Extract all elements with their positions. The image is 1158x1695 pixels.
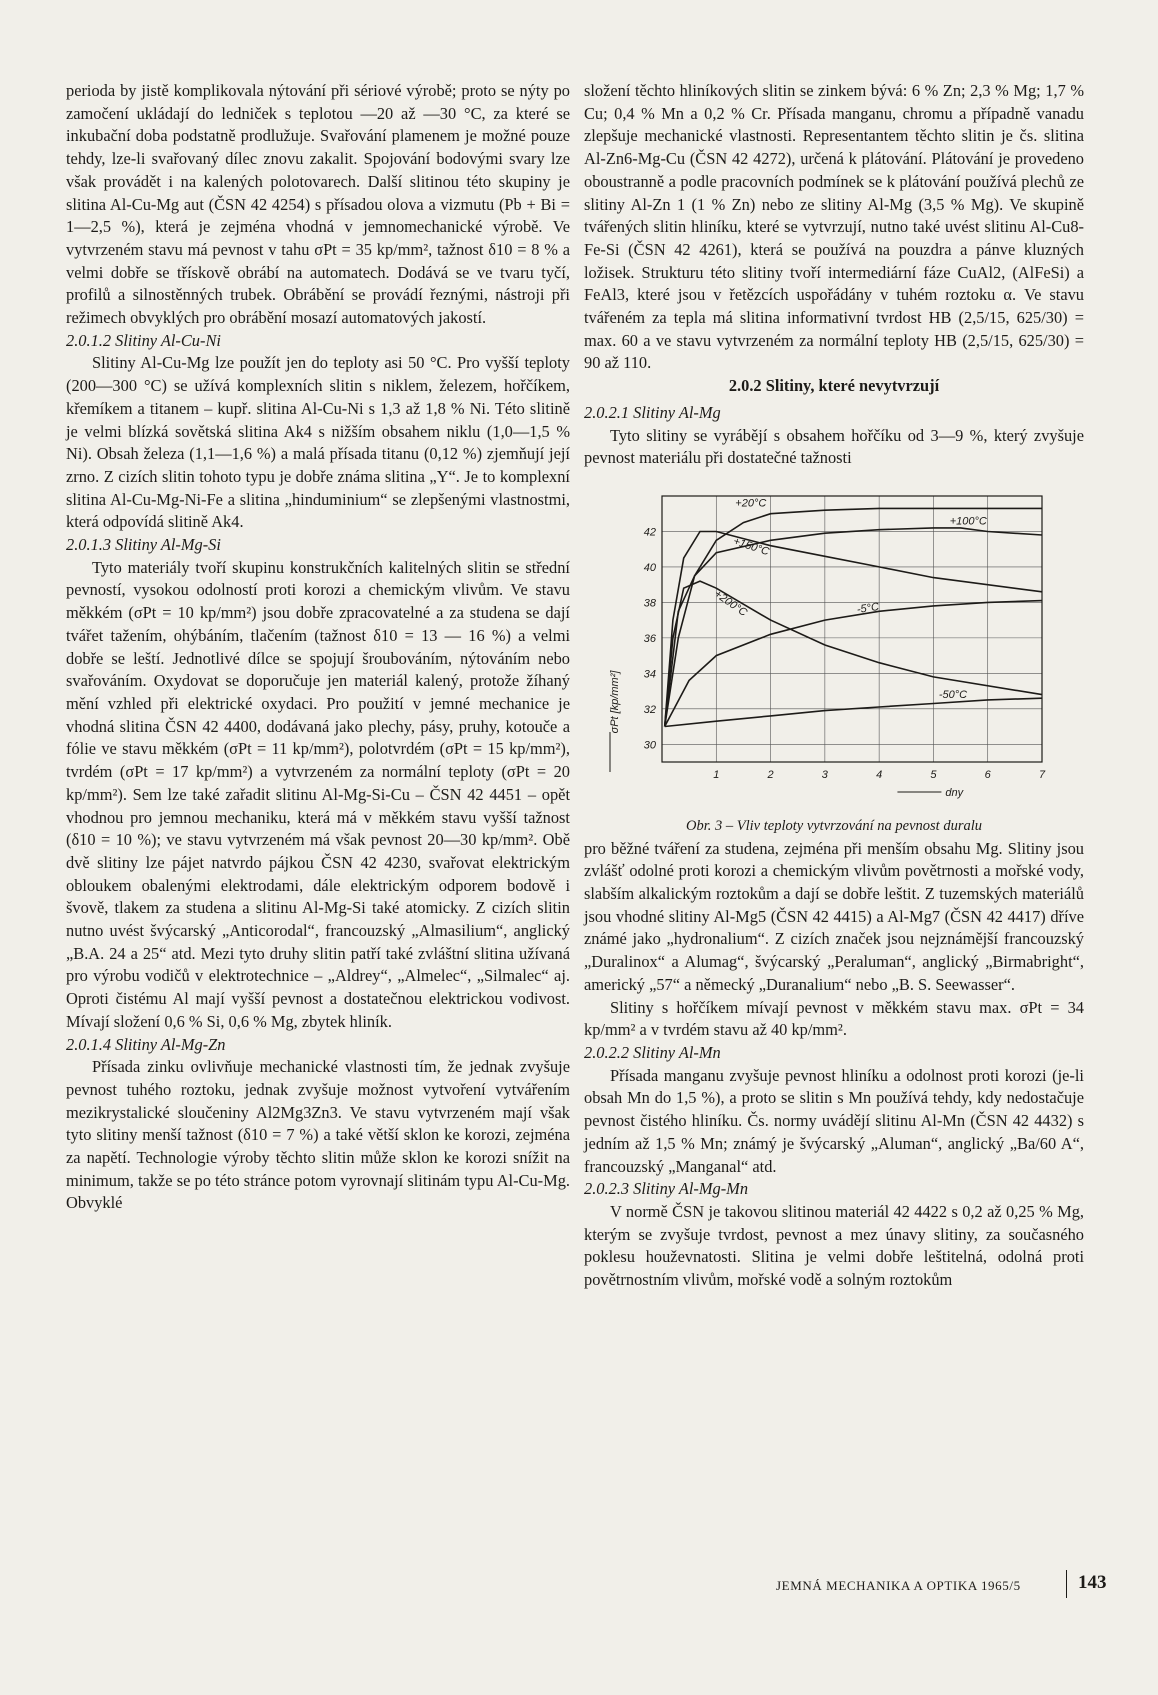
paragraph: Přísada manganu zvyšuje pevnost hliníku a odolnost proti korozi (je-li obsah Mn do 1,5 %), a proto se slitin s Mn používá tehdy, kdy nedostačuje pevnost čistého hliníku. Čs. normy uvádějí slitinu Al-Mn (ČSN 42 4432) s jedním až 1,5 % Mn; známý je švýcarský „Aluman“, anglický „Ba/60 A“, francouzský „Manganal“ atd. [584,1065,1084,1176]
series-label: -5°C [856,601,880,616]
right-column [584,80,1084,1292]
section-heading: 2.0.1.3 Slitiny Al-Mg-Si [66,535,221,555]
paragraph: Tyto slitiny se vyrábějí s obsahem hořčíku od 3—9 %, který zvyšuje pevnost materiálu při dostatečné tažnosti [584,425,1084,468]
x-tick-label: 6 [984,768,991,781]
y-tick-label: 32 [643,703,656,716]
series-line [665,601,1042,727]
section-heading: 2.0.2.1 Slitiny Al-Mg [584,402,721,422]
journal-footer: JEMNÁ MECHANIKA A OPTIKA 1965/5 [776,1578,1021,1593]
paragraph: V normě ČSN je takovou slitinou materiál 42 4422 s 0,2 až 0,25 % Mg, kterým se zvyšuje tvrdost, pevnost a mez únavy slitiny, za současného poklesu houževnatosti. Slitina je velmi dobře leštitelná, odolná proti povětrnostním vlivům, mořské vodě a solným roztokům [584,1201,1084,1290]
paragraph: složení těchto hliníkových slitin se zinkem bývá: 6 % Zn; 2,3 % Mg; 1,7 % Cu; 0,4 % Mn a 0,2 % Cr. Přísada manganu, chromu a případně vanadu zlepšuje mechanické vlastnosti. Representantem těchto slitin je čs. slitina Al-Zn6-Mg-Cu (ČSN 42 4272), určená k plátování. Plátování je provedeno oboustranně a podle pracovních podmínek se k plátování používá plechů ze slitiny Al-Zn 1 (1 % Zn) nebo ze slitiny Al-Mg (3,5 % Mg). Ve skupině tvářených slitin hliníku, které se vytvrzují, nutno také uvést slitinu Al-Cu8-Fe-Si (ČSN 42 4261), která se používá na pouzdra a pánve kluzných ložisek. Strukturu této slitiny tvoří intermediární fáze CuAl2, (AlFeSi) a FeAl3, které jsou v řetězcích uspořádány v tuhém roztoku α. Ve stavu tvářeném za tepla má slitina informativní tvrdost HB (2,5/15, 625/30) = max. 60 a ve stavu vytvrzeném za normální teploty HB (2,5/15, 625/30) = 90 až 110. [584,81,1084,373]
series-label: +200°C [711,587,750,620]
section-heading: 2.0.2.2 Slitiny Al-Mn [584,1042,721,1062]
series-label: +150°C [731,535,771,559]
paragraph: perioda by jistě komplikovala nýtování při sériové výrobě; proto se nýty po zamočení ukládají do ledniček s teplotou —20 až —30 °C, za které se inkubační doba podstatně prodlužuje. Svařování plamenem je možné pouze tehdy, lze-li svařovaný dílec znovu zakalit. Spojování bodovými svary lze však provádět i na kalených polotovarech. Další slitinou této skupiny je slitina Al-Cu-Mg aut (ČSN 42 4254) s přísadou olova a vizmutu (Pb + Bi = 1—2,5 %), která je zejména vhodná v jemnomechanické výrobě. Ve vytvrzeném stavu má pevnost v tahu σPt = 35 kp/mm², tažnost δ10 = 8 % a velmi dobře se třískově obrábí na automatech. Dodává se ve tvaru tyčí, profilů a silnostěnných trubek. Obrábění se provádí řeznými, nástroji při režimech obvyklých pro obrábění mosazí automatových jakostí. [66,81,570,328]
section-heading: 2.0.2 Slitiny, které nevytvrzují [728,376,940,396]
y-tick-label: 38 [643,597,656,610]
chart-svg [584,482,1084,807]
section-heading: 2.0.2.3 Slitiny Al-Mg-Mn [584,1179,749,1199]
plot-frame [662,496,1042,762]
left-column [66,80,570,1215]
footer-divider [1066,1570,1067,1598]
paragraph: Slitiny s hořčíkem mívají pevnost v měkkém stavu max. σPt = 34 kp/mm² a v tvrdém stavu až 40 kp/mm². [584,997,1084,1040]
paragraph: Slitiny Al-Cu-Mg lze použít jen do teploty asi 50 °C. Pro vyšší teploty (200—300 °C) se užívá komplexních slitin s niklem, železem, hořčíkem, křemíkem a titanem – kupř. slitina Al-Cu-Ni s 1,3 až 1,8 % Ni. Této slitině je velmi blízká sovětská slitina Ak4 s nižším obsahem niklu (1,0—1,5 % Ni). Obsah železa (1,1—1,6 %) a malá přísada titanu (0,12 %) zjemňují její zrno. Z cizích slitin tohoto typu je dobře známa slitina „Y“. Je to komplexní slitina Al-Cu-Mg-Ni-Fe a slitina „hinduminium“ se zlepšenými vlastnostmi, která odpovídá slitině Ak4. [66,353,570,532]
paragraph: pro běžné tváření za studena, zejména při menším obsahu Mg. Slitiny jsou zvlášť odolné proti korozi a chemickým vlivům povětrnosti a mořské vody, slabším alkalickým roztokům a dají se dobře leštit. Z tuzemských materiálů jsou vhodné slitiny Al-Mg5 (ČSN 42 4415) a Al-Mg7 (ČSN 42 4417) dříve známé jako „hydronalium“. Z cizích značek jsou nejznámější francouzský „Duralinox“ a Alumag“, švýcarský „Peraluman“, anglický „Birmabright“, americký „57“ a německý „Duranalium“ nebo „B. S. Seewasser“. [584,838,1084,994]
x-tick-label: 4 [876,768,883,781]
x-tick-label: 5 [930,768,937,781]
series-line [665,508,1042,726]
y-tick-label: 36 [643,632,656,645]
figure-chart [584,482,1084,807]
series-label: -50°C [938,689,968,702]
y-tick-label: 30 [643,739,656,752]
series-line [665,531,1042,726]
paragraph: Tyto materiály tvoří skupinu konstrukčních kalitelných slitin se střední pevností, vysokou odolností proti korozi a chemickým vlivům. Ve stavu měkkém (σPt = 10 kp/mm²) jsou dobře zpracovatelné a za studena se dají tvářet tažením, ohýbáním, tlačením (tažnost δ10 = 13 — 16 %) a velmi dobře se leští. Jednotlivé dílce se spojují šroubováním, nýtováním nebo svařováním. Oxydovat se doporučuje jen materiál kalený, protože žíhaný mění vzhled při elektrické oxydaci. Pro použití v jemné mechanice je vhodná slitina ČSN 42 4400, dodávaná jako plechy, pásy, pruhy, kotouče a fólie ve stavu měkkém (σPt = 11 kp/mm²), polotvrdém (σPt = 15 kp/mm²), tvrdém (σPt = 17 kp/mm²) a vytvrzeném za normální teploty (σPt = 20 kp/mm²). Sem lze také zařadit slitinu Al-Mg-Si-Cu – ČSN 42 4451 – opět vhodnou pro jemnou mechaniku, která má v měkkém stavu vyšší tažnost (δ10 = 10 %); ve stavu vytvrzeném má však pevnost 20—30 kp/mm². Obě dvě slitiny lze pájet natvrdo pájkou ČSN 42 4230, svařovat elektrickým obloukem obalenými elektrodami, dále elektrickým odporem bodově i švově, tlakem za studena a slitinu Al-Mg-Si také atomicky. Z cizích slitin nutno uvést švýcarský „Anticorodal“, francouzský „Almasilium“, anglický „B.A. 24 a 25“ atd. Mezi tyto druhy slitin patří také zvláštní slitina užívaná pro výrobu vodičů v elektrotechnice – „Aldrey“, „Almelec“, „Silmalec“ aj. Oproti čistému Al mají vyšší pevnost a dostatečnou elektrickou vodivost. Mívají složení 0,6 % Si, 0,6 % Mg, zbytek hliník. [66,557,570,1031]
x-tick-label: 2 [767,768,774,781]
y-tick-label: 34 [643,668,656,681]
series-line [665,698,1042,726]
x-tick-label: 3 [821,768,828,781]
page-number: 143 [1078,1572,1107,1593]
paragraph: Přísada zinku ovlivňuje mechanické vlastnosti tím, že jednak zvyšuje pevnost tuhého roztoku, jednak zvyšuje možnost vytvoření vytvářením mezikrystalické sloučeniny Al2Mg3Zn3. Ve stavu vytvrzeném mají však tyto slitiny menší tažnost (δ10 = 7 %) a také větší sklon ke korozi, zejména za napětí. Technologie výroby těchto slitin může sklon ke korozi snížit na minimum, takže se po této stránce potom vyrovnají slitinám typu Al-Cu-Mg. Obvyklé [66,1057,570,1213]
series-line [665,528,1042,727]
figure-caption: Obr. 3 – Vliv teploty vytvrzování na pevnost duralu [686,817,982,834]
section-heading: 2.0.1.2 Slitiny Al-Cu-Ni [66,330,221,350]
y-tick-label: 40 [643,561,656,574]
section-heading: 2.0.1.4 Slitiny Al-Mg-Zn [66,1034,226,1054]
x-axis-label: dny [945,786,964,799]
series-label: +20°C [735,497,767,510]
x-tick-label: 7 [1038,768,1046,781]
x-tick-label: 1 [713,768,720,781]
y-tick-label: 42 [643,526,656,539]
y-axis-label: σPt [kp/mm²] [609,670,621,734]
series-label: +100°C [949,515,987,528]
